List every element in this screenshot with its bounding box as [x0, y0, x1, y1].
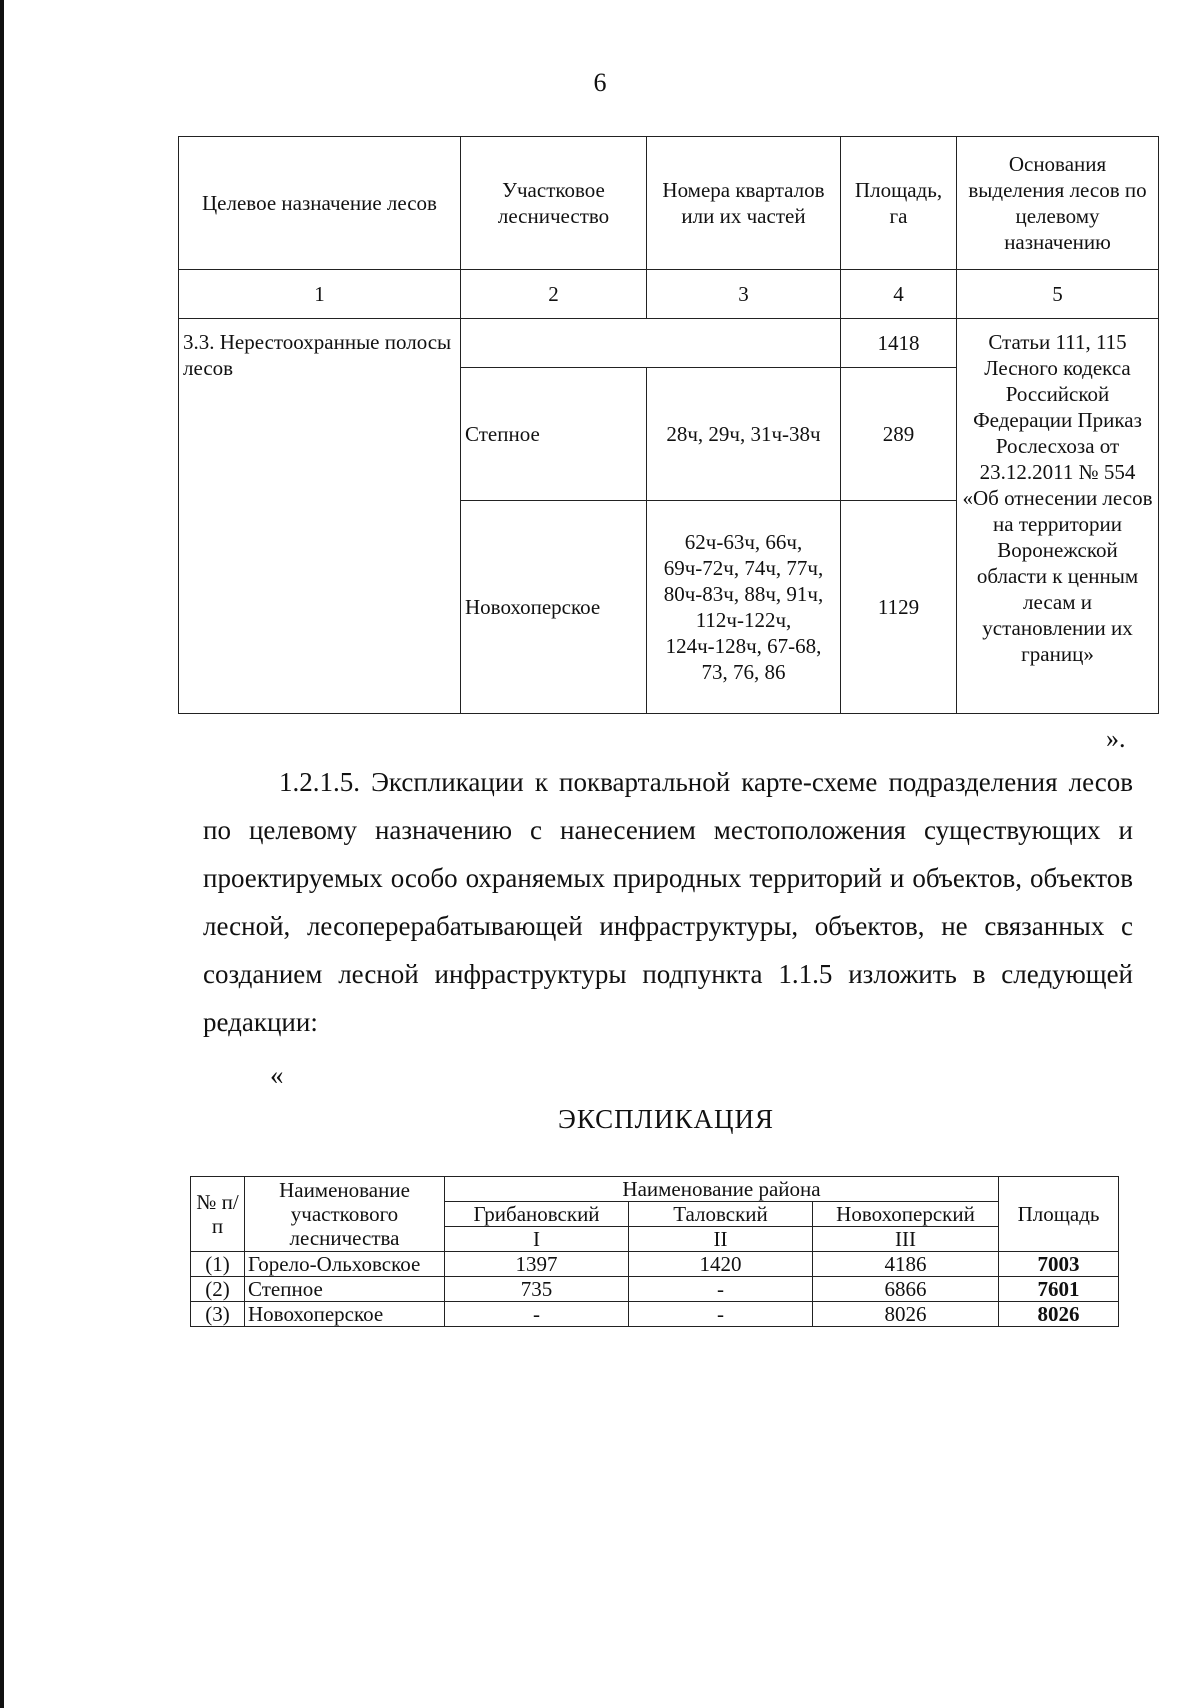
forestry-cell: Степное [461, 368, 647, 501]
header-cell: № п/п [191, 1177, 245, 1252]
forestry-name: Степное [245, 1277, 445, 1302]
value-cell: 8026 [813, 1302, 999, 1327]
explication-table [190, 1176, 1119, 1327]
basis-cell: Статьи 111, 115 Лесного кодекса Российской Федерации Приказ Рослесхоза от 23.12.2011 № 554 «Об отнесении лесов на территории Воронежской области к ценным лесам и установлении их границ» [957, 319, 1159, 714]
header-cell: Наименование участкового лесничества [245, 1177, 445, 1252]
district-roman: III [813, 1227, 999, 1252]
table-header-row [179, 137, 1159, 270]
value-cell: - [629, 1277, 813, 1302]
amendment-paragraph [203, 758, 1133, 1046]
value-cell: 1397 [445, 1252, 629, 1277]
value-cell: - [445, 1302, 629, 1327]
table-row [191, 1252, 1119, 1277]
forestry-name: Новохоперское [245, 1302, 445, 1327]
table-row [191, 1302, 1119, 1327]
total-cell: 8026 [999, 1302, 1119, 1327]
column-number: 5 [957, 270, 1159, 319]
category-area-cell: 1418 [841, 319, 957, 368]
value-cell: 4186 [813, 1252, 999, 1277]
closing-quote: ». [1106, 724, 1126, 753]
district-roman: I [445, 1227, 629, 1252]
total-cell: 7003 [999, 1252, 1119, 1277]
table-header-row [191, 1177, 1119, 1202]
category-cell: 3.3. Нерестоохранные полосы лесов [179, 319, 461, 714]
quarters-cell: 62ч-63ч, 66ч, 69ч-72ч, 74ч, 77ч, 80ч-83ч, 88ч, 91ч, 112ч-122ч, 124ч-128ч, 67-68, 73, 76, 86 [647, 501, 841, 714]
forest-purpose-table [178, 136, 1159, 714]
total-cell: 7601 [999, 1277, 1119, 1302]
district-roman: II [629, 1227, 813, 1252]
table-row [191, 1277, 1119, 1302]
header-cell: Площадь, га [841, 137, 957, 270]
row-number: (2) [191, 1277, 245, 1302]
value-cell: 1420 [629, 1252, 813, 1277]
table-row [179, 319, 1159, 368]
column-number-row [179, 270, 1159, 319]
explication-title: ЭКСПЛИКАЦИЯ [558, 1104, 774, 1134]
column-number: 4 [841, 270, 957, 319]
district-name: Грибановский [445, 1202, 629, 1227]
forestry-cell: Новохоперское [461, 501, 647, 714]
header-cell: Наименование района [445, 1177, 999, 1202]
value-cell: 6866 [813, 1277, 999, 1302]
district-name: Новохоперский [813, 1202, 999, 1227]
column-number: 2 [461, 270, 647, 319]
value-cell: - [629, 1302, 813, 1327]
empty-cell [461, 319, 841, 368]
header-cell: Основания выделения лесов по целевому назначению [957, 137, 1159, 270]
column-number: 1 [179, 270, 461, 319]
header-cell: Целевое назначение лесов [179, 137, 461, 270]
page-left-border [0, 0, 4, 1708]
header-cell: Участковое лесничество [461, 137, 647, 270]
district-name: Таловский [629, 1202, 813, 1227]
value-cell: 735 [445, 1277, 629, 1302]
row-number: (1) [191, 1252, 245, 1277]
page-number: 6 [593, 68, 607, 97]
row-number: (3) [191, 1302, 245, 1327]
header-cell: Номера кварталов или их частей [647, 137, 841, 270]
opening-quote: « [270, 1060, 284, 1090]
paragraph-text: 1.2.1.5. Экспликации к поквартальной карте-схеме подразделения лесов по целевому назначению с нанесением местоположения существующих и проектируемых особо охраняемых природных территорий и объектов, объектов лесной, лесоперерабатывающей инфраструктуры, объектов, не связанных с созданием лесной инфраструктуры подпункта 1.1.5 изложить в следующей редакции: [203, 767, 1133, 1037]
area-cell: 289 [841, 368, 957, 501]
quarters-cell: 28ч, 29ч, 31ч-38ч [647, 368, 841, 501]
forestry-name: Горело-Ольховское [245, 1252, 445, 1277]
area-cell: 1129 [841, 501, 957, 714]
column-number: 3 [647, 270, 841, 319]
header-cell: Площадь [999, 1177, 1119, 1252]
